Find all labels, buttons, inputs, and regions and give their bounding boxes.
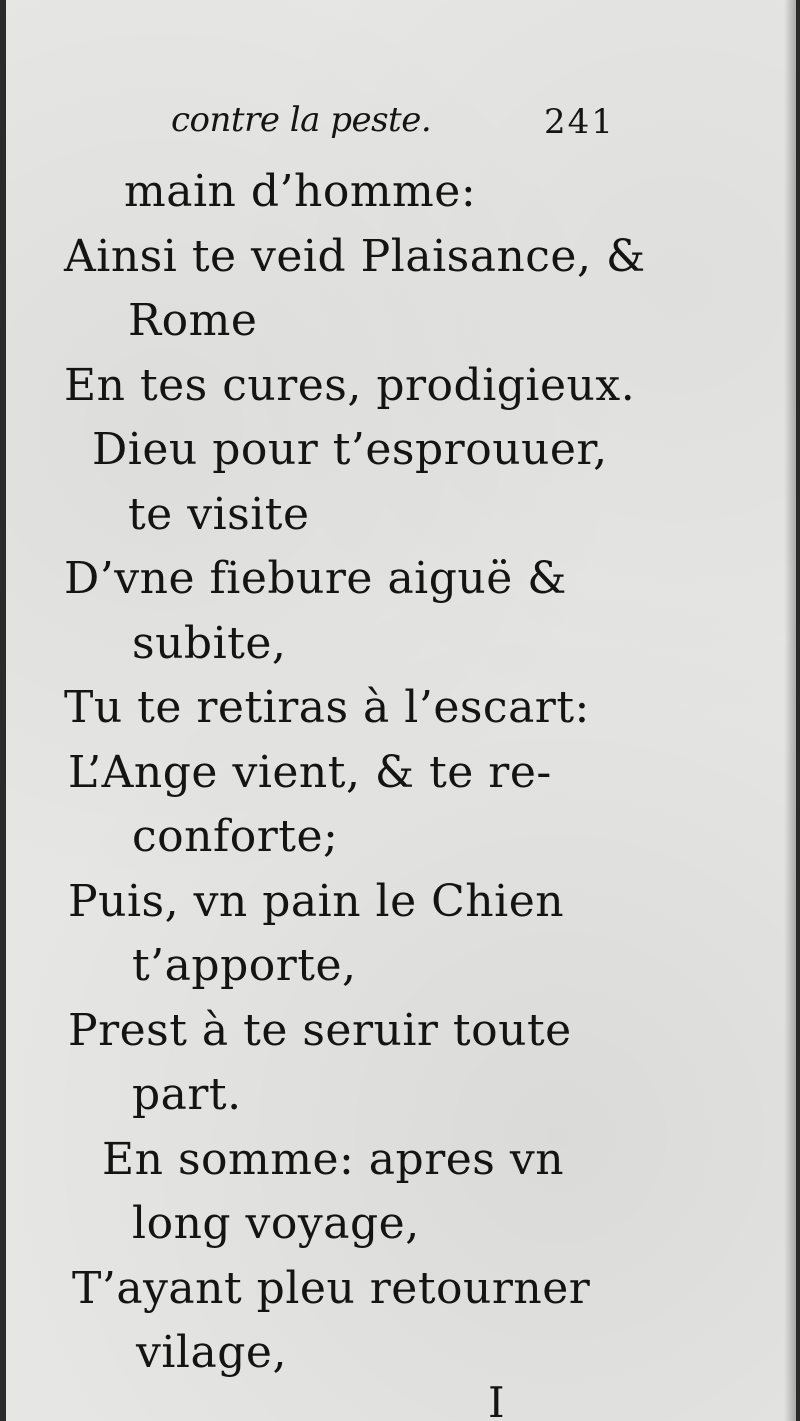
verse-line: t’apporte, bbox=[132, 940, 357, 991]
verse-line: L’Ange vient, & te re- bbox=[68, 746, 552, 798]
page-header bbox=[6, 100, 796, 150]
verse-line: vilage, bbox=[136, 1327, 287, 1378]
verse-line: Prest à te seruir toute bbox=[68, 1004, 572, 1056]
book-page bbox=[6, 0, 796, 1421]
verse-text bbox=[6, 160, 796, 1386]
verse-line: En tes cures, prodigieux. bbox=[64, 359, 636, 411]
signature-mark: I bbox=[488, 1378, 505, 1421]
running-head: contre la peste. bbox=[171, 100, 432, 140]
verse-line: main d’homme: bbox=[124, 166, 477, 217]
page-number: 241 bbox=[544, 102, 615, 142]
verse-line: Dieu pour t’esprouuer, bbox=[92, 424, 608, 475]
verse-line: part. bbox=[132, 1069, 242, 1120]
verse-line: Ainsi te veid Plaisance, & bbox=[64, 230, 646, 282]
verse-line: long voyage, bbox=[132, 1198, 420, 1249]
verse-line: Rome bbox=[128, 295, 258, 346]
verse-line: T’ayant pleu retourner bbox=[72, 1262, 591, 1314]
verse-line: D’vne fiebure aiguë & bbox=[64, 553, 567, 604]
verse-line: En somme: apres vn bbox=[102, 1133, 565, 1185]
verse-line: te visite bbox=[128, 488, 310, 540]
verse-line: Tu te retiras à l’escart: bbox=[64, 682, 590, 733]
verse-line: Puis, vn pain le Chien bbox=[68, 875, 565, 927]
verse-line: conforte; bbox=[132, 811, 339, 862]
verse-line: subite, bbox=[132, 617, 287, 669]
